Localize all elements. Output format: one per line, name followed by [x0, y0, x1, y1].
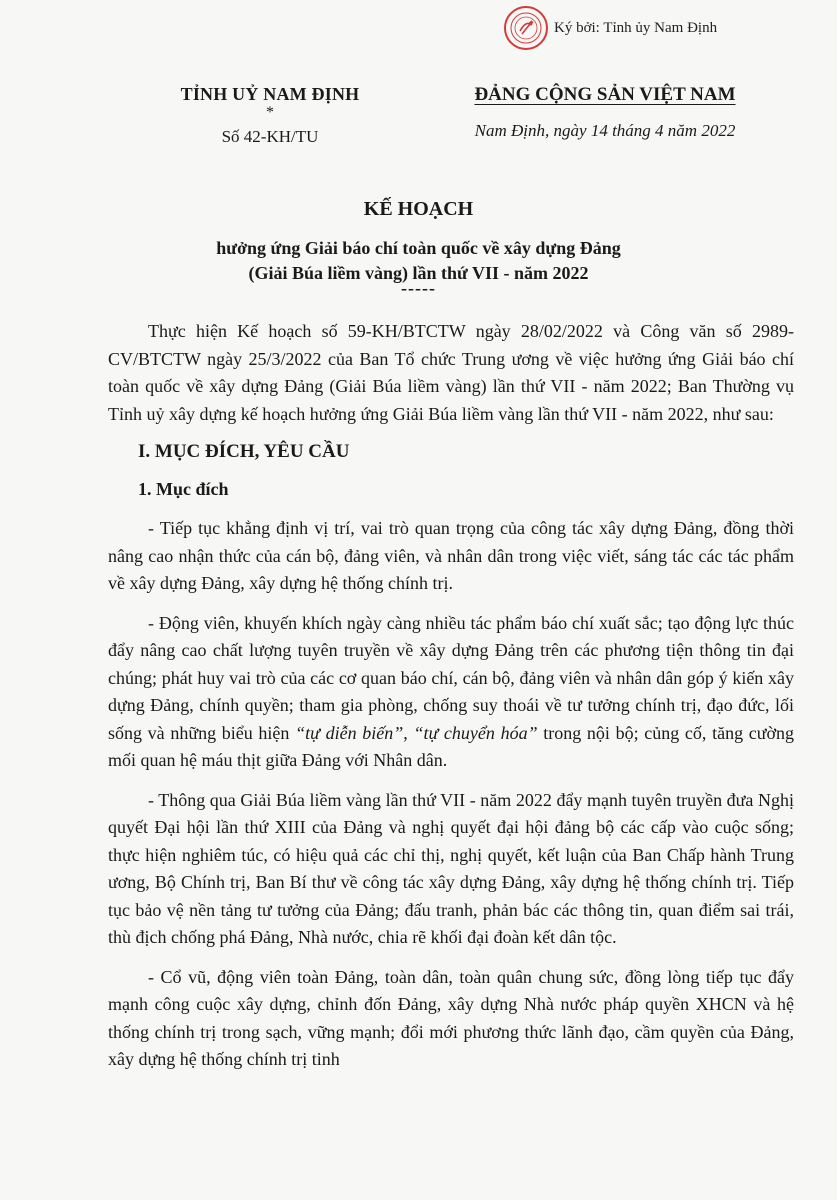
- document-body: [108, 318, 794, 1074]
- document-number: Số 42-KH/TU: [221, 127, 319, 146]
- quote-tu-chuyen-hoa: “tự chuyển hóa”: [413, 722, 538, 743]
- intro-paragraph: Thực hiện Kế hoạch số 59-KH/BTCTW ngày 28/02/2022 và Công văn số 2989-CV/BTCTW ngày 25/3/2022 của Ban Tổ chức Trung ương về việc hưởng ứng Giải báo chí toàn quốc về xây dựng Đảng (Giải Búa liềm vàng) lần thứ VII - năm 2022; Ban Thường vụ Tỉnh uỷ xây dựng kế hoạch hưởng ứng Giải Búa liềm vàng lần thứ VII - năm 2022, như sau:: [108, 321, 794, 424]
- place-date: Nam Định, ngày 14 tháng 4 năm 2022: [474, 121, 736, 140]
- issuer-name: TỈNH UỶ NAM ĐỊNH: [180, 84, 360, 104]
- document-subtitle-line1: hưởng ứng Giải báo chí toàn quốc về xây dựng Đảng: [216, 238, 621, 258]
- party-seal-icon: [504, 6, 548, 50]
- document-subtitle-line2: (Giải Búa liềm vàng) lần thứ VII - năm 2022: [248, 263, 589, 283]
- subsection-heading: 1. Mục đích: [138, 478, 229, 499]
- signature-label: Ký bởi: Tỉnh ủy Nam Định: [554, 19, 718, 36]
- purpose-paragraph-2: [108, 610, 794, 775]
- party-name: ĐẢNG CỘNG SẢN VIỆT NAM: [474, 84, 736, 105]
- paragraph-2-separator: ,: [403, 722, 414, 743]
- purpose-paragraph-4: - Cổ vũ, động viên toàn Đảng, toàn dân, toàn quân chung sức, đồng lòng tiếp tục đẩy mạnh công cuộc xây dựng, chỉnh đốn Đảng, xây dựng Nhà nước pháp quyền XHCN và hệ thống chính trị trong sạch, vững mạnh; đổi mới phương thức lãnh đạo, cầm quyền của Đảng, xây dựng hệ thống chính trị tinh: [108, 966, 794, 1069]
- section-heading: I. MỤC ĐÍCH, YÊU CẦU: [138, 441, 350, 462]
- digital-signature-stamp: [504, 6, 717, 50]
- paragraph-2-text-b: trong nội bộ; củng cố, tăng cường mối quan hệ máu thịt giữa Đảng với Nhân dân.: [108, 722, 795, 770]
- title-divider: -----: [401, 278, 436, 298]
- purpose-paragraph-3: - Thông qua Giải Búa liềm vàng lần thứ VII - năm 2022 đẩy mạnh tuyên truyền đưa Nghị quyết Đại hội lần thứ XIII của Đảng và nghị quyết đại hội đảng bộ các cấp vào cuộc sống; thực hiện nghiêm túc, có hiệu quả các chỉ thị, nghị quyết, kết luận của Ban Chấp hành Trung ương, Bộ Chính trị, Ban Bí thư về công tác xây dựng Đảng, xây dựng hệ thống chính trị. Tiếp tục bảo vệ nền tảng tư tưởng của Đảng; đấu tranh, phản bác các thông tin, quan điểm sai trái, thù địch chống phá Đảng, Nhà nước, chia rẽ khối đại đoàn kết dân tộc.: [108, 789, 794, 947]
- purpose-paragraph-1: - Tiếp tục khẳng định vị trí, vai trò quan trọng của công tác xây dựng Đảng, đồng thời nâng cao nhận thức của cán bộ, đảng viên, và nhân dân trong việc viết, sáng tác các tác phẩm về xây dựng Đảng, xây dựng hệ thống chính trị.: [108, 518, 794, 593]
- document-title: KẾ HOẠCH: [363, 198, 474, 220]
- paragraph-2-text-a: - Động viên, khuyến khích ngày càng nhiều tác phẩm báo chí xuất sắc; tạo động lực thúc đẩy nâng cao chất lượng tuyên truyền về xây dựng Đảng trên các phương tiện thông tin đại chúng; phát huy vai trò của các cơ quan báo chí, cán bộ, đảng viên và nhân dân góp ý kiến xây dựng Đảng, chính quyền; tham gia phòng, chống suy thoái về tư tưởng chính trị, đạo đức, lối sống và những biểu hiện: [108, 612, 794, 743]
- party-block: [430, 84, 780, 141]
- issuer-asterisk: *: [266, 104, 274, 121]
- issuer-block: [150, 84, 390, 147]
- quote-tu-dien-bien: “tự diễn biến”: [295, 722, 404, 743]
